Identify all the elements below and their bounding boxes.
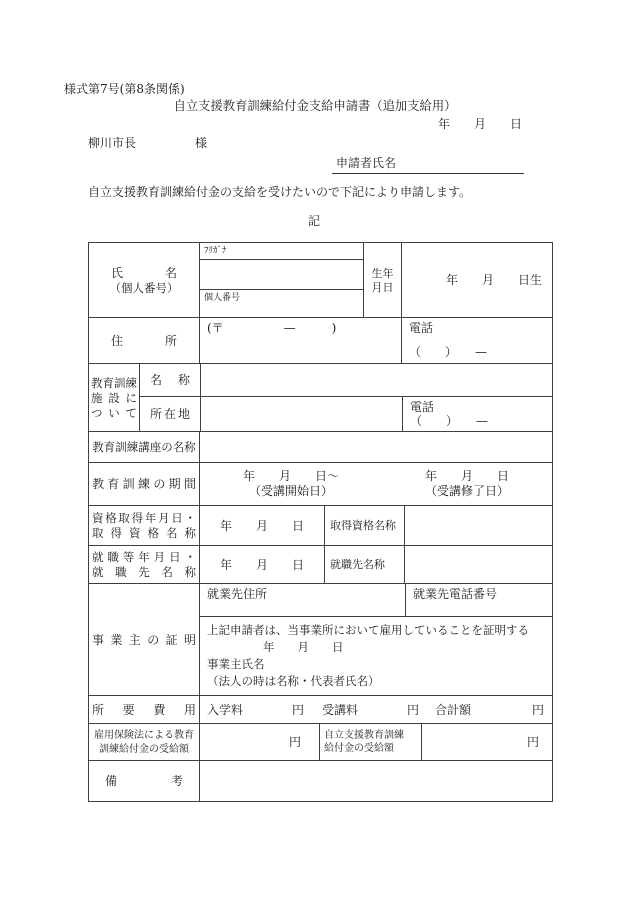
employment-date-cell <box>199 546 324 583</box>
row-name <box>89 243 552 317</box>
insurance-benefit-unit: 円 <box>288 735 301 749</box>
qualification-name-label: 取得資格名称 <box>330 519 396 532</box>
birthdate-label-cell <box>363 243 401 317</box>
application-table <box>88 242 553 802</box>
phone-label: 電話 <box>409 321 434 335</box>
insurance-benefit-label-line1: 雇用保険法による教育 <box>94 729 194 741</box>
row-benefits <box>89 723 552 760</box>
name-label: 氏名 <box>111 265 177 280</box>
row-remarks <box>89 760 552 801</box>
address-entry-cell <box>199 318 401 363</box>
workplace-row <box>200 584 552 616</box>
qualification-date-cell <box>199 506 324 545</box>
facility-content <box>139 364 552 431</box>
facility-phone-cell <box>402 397 552 431</box>
qualification-label-cell <box>89 506 199 545</box>
header-date-line: 年 月 日 <box>438 117 523 131</box>
facility-label-line2: 施設に <box>91 390 137 405</box>
entrance-fee-unit: 円 <box>291 702 304 717</box>
intro-sentence: 自立支援教育訓練給付金の支給を受けたいので下記により申請します。 <box>88 185 472 199</box>
birthdate-label-line1: 生年 <box>371 266 394 280</box>
recipient-name: 柳川市長 <box>88 136 137 150</box>
name-label-cell <box>89 243 199 317</box>
qualification-label-line1: 資格取得年月日・ <box>92 511 196 525</box>
birthdate-value: 年 月 日生 <box>445 273 542 287</box>
jiritsu-benefit-unit: 円 <box>526 735 539 749</box>
facility-label-line1: 教育訓練 <box>91 375 137 390</box>
employment-name-label: 就職先名称 <box>330 558 385 571</box>
qualification-name-label-cell <box>324 506 404 545</box>
certification-statement: 上記申請者は、当事業所において雇用していることを証明する <box>207 623 529 637</box>
row-employer-cert <box>89 583 552 695</box>
total-amount-unit: 円 <box>531 702 544 717</box>
row-costs <box>89 695 552 723</box>
personal-number-field-label: 個人番号 <box>200 289 363 317</box>
workplace-address-label: 就業先住所 <box>207 587 268 601</box>
address-label-cell <box>89 318 199 363</box>
addressee-line <box>88 136 207 150</box>
total-amount-label: 合計額 <box>435 702 472 717</box>
remarks-label: 備考 <box>105 774 183 788</box>
jiritsu-benefit-amount-cell <box>421 724 552 760</box>
jiritsu-benefit-label-cell <box>319 724 421 760</box>
costs-label: 所要費用 <box>92 702 196 717</box>
total-amount-group <box>427 703 552 717</box>
employer-cert-label-cell <box>89 584 199 695</box>
employment-label-line1: 就職等年月日・ <box>92 550 196 564</box>
period-start-caption: （受講開始日） <box>248 484 333 498</box>
name-entry-cell <box>199 243 363 317</box>
ki-heading: 記 <box>307 214 322 228</box>
costs-content <box>199 696 552 723</box>
insurance-benefit-label-line2: 訓練給付金の受給額 <box>99 743 189 755</box>
row-address <box>89 317 552 363</box>
period-start-cell <box>200 463 382 505</box>
row-course <box>89 431 552 462</box>
employer-name-label: 事業主氏名 <box>207 657 265 671</box>
jiritsu-benefit-label-line1: 自立支援教育訓練 <box>324 730 404 741</box>
facility-location-row <box>140 396 552 431</box>
employment-label-cell <box>89 546 199 583</box>
document-title: 自立支援教育訓練給付金支給申請書（追加支給用） <box>173 99 457 113</box>
address-label: 住所 <box>111 333 177 348</box>
course-label-cell <box>89 432 199 462</box>
certification-text-cell <box>200 616 552 695</box>
facility-label-line3: ついて <box>91 405 137 420</box>
employment-name-label-cell <box>324 546 404 583</box>
row-facility <box>89 363 552 431</box>
tuition-fee-group <box>312 703 427 717</box>
workplace-phone-label: 就業先電話番号 <box>413 587 498 601</box>
qualification-name-write-area <box>404 506 552 545</box>
course-label: 教育訓練講座の名称 <box>92 440 196 454</box>
period-end-caption: （受講修了日） <box>424 484 509 498</box>
facility-name-label: 名称 <box>150 373 190 387</box>
form-number: 様式第7号(第8条関係) <box>64 82 185 96</box>
address-phone-cell <box>401 318 552 363</box>
employer-cert-content <box>199 584 552 695</box>
facility-location-label-cell <box>140 397 200 431</box>
costs-label-cell <box>89 696 199 723</box>
postal-code-template: (〒 — ) <box>207 321 337 335</box>
workplace-address-cell <box>200 584 405 616</box>
employment-date-template: 年 月 日 <box>219 557 304 572</box>
jiritsu-benefit-label-line2: 給付金の受給額 <box>324 743 394 754</box>
insurance-benefit-amount-cell <box>199 724 319 760</box>
period-content <box>199 463 552 505</box>
entrance-fee-group <box>200 703 312 717</box>
employment-name-write-area <box>404 546 552 583</box>
qualification-label-line2: 取得資格名称 <box>92 526 196 540</box>
tuition-fee-label: 受講料 <box>322 702 359 717</box>
facility-name-row <box>140 364 552 396</box>
facility-phone-label: 電話 <box>410 400 435 414</box>
certification-date-template: 年 月 日 <box>263 640 344 654</box>
entrance-fee-label: 入学料 <box>207 702 244 717</box>
birthdate-label-line2: 月日 <box>371 280 394 294</box>
tuition-fee-unit: 円 <box>406 702 419 717</box>
row-employment <box>89 545 552 583</box>
employment-label-line2: 就職先名称 <box>92 565 196 579</box>
applicant-name-label: 申請者氏名 <box>336 156 397 170</box>
period-start-date-template: 年 月 日～ <box>242 469 339 483</box>
row-qualification <box>89 505 552 545</box>
row-period <box>89 462 552 505</box>
personal-number-label: （個人番号） <box>109 280 179 295</box>
period-end-cell <box>382 463 552 505</box>
facility-phone-value-template: （ ） — <box>410 414 489 428</box>
facility-name-label-cell <box>140 364 200 396</box>
birthdate-value-cell <box>401 243 552 317</box>
qualification-date-template: 年 月 日 <box>219 518 304 533</box>
phone-value-template: （ ） — <box>409 345 488 359</box>
furigana-label: ﾌﾘｶﾞﾅ <box>204 246 227 256</box>
employer-name-note: （法人の時は名称・代表者氏名） <box>207 674 380 688</box>
workplace-phone-cell <box>405 584 552 616</box>
honorific: 様 <box>195 136 208 150</box>
facility-label-cell <box>89 364 139 431</box>
remarks-label-cell <box>89 761 199 801</box>
name-write-area <box>200 259 363 289</box>
period-label: 教育訓練の期間 <box>92 477 196 491</box>
period-label-cell <box>89 463 199 505</box>
facility-location-label: 所在地 <box>150 407 190 421</box>
facility-location-write-area <box>200 397 402 431</box>
facility-name-write-area <box>200 364 552 396</box>
remarks-write-area <box>199 761 552 801</box>
period-end-date-template: 年 月 日 <box>424 469 509 483</box>
insurance-benefit-label-cell <box>89 724 199 760</box>
employer-cert-label: 事業主の証明 <box>92 632 196 647</box>
course-write-area <box>199 432 552 462</box>
applicant-name-line <box>332 156 524 174</box>
